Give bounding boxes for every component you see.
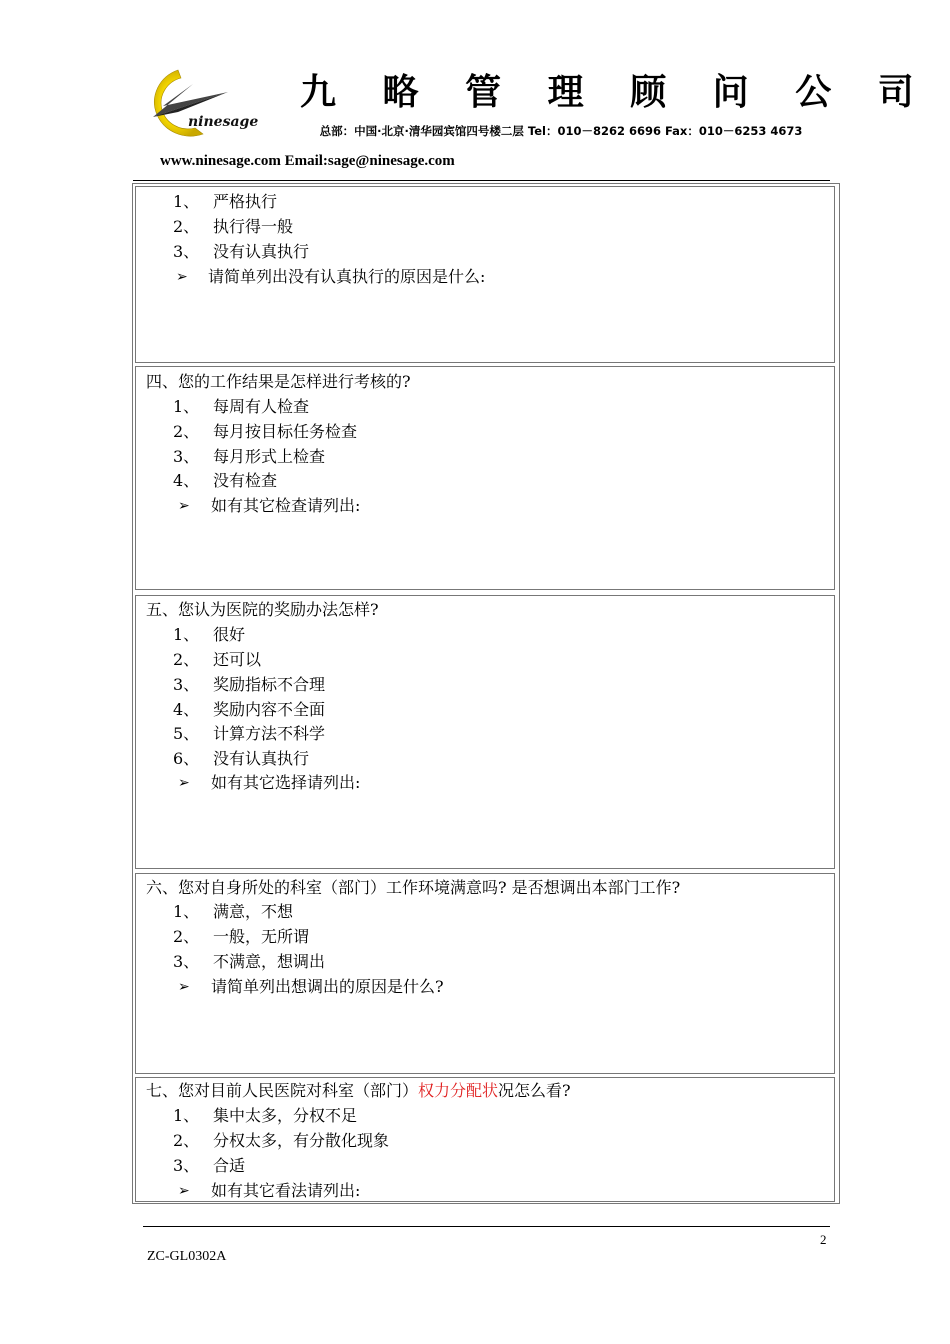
option-text: 很好 (213, 625, 246, 644)
option-text: 不满意，想调出 (213, 952, 326, 971)
note-prompt: 如有其它检查请列出: (211, 496, 361, 515)
highlighted-phrase: 权力分配状 (418, 1081, 499, 1100)
option-number: 4、 (173, 700, 200, 719)
arrow-bullet-icon: ➢ (176, 269, 188, 285)
option-text: 一般，无所谓 (213, 927, 310, 946)
option-number: 4、 (173, 471, 200, 490)
option-number: 3、 (173, 675, 200, 694)
option-number: 3、 (173, 1156, 200, 1175)
option-number: 3、 (173, 952, 200, 971)
survey-section-7 (135, 1077, 835, 1202)
option-text: 分权太多，有分散化现象 (213, 1131, 390, 1150)
question-text: 五、您认为医院的奖励办法怎样? (146, 600, 379, 619)
option-text: 没有认真执行 (213, 749, 310, 768)
option-number: 2、 (173, 217, 200, 236)
option-number: 1、 (173, 192, 200, 211)
option-number: 6、 (173, 749, 200, 768)
option-text: 还可以 (213, 650, 262, 669)
option-text: 集中太多，分权不足 (213, 1106, 358, 1125)
option-number: 1、 (173, 902, 200, 921)
arrow-bullet-icon: ➢ (178, 498, 190, 514)
option-text: 没有检查 (213, 471, 278, 490)
option-number: 2、 (173, 1131, 200, 1150)
option-number: 1、 (173, 625, 200, 644)
option-text: 每月形式上检查 (213, 447, 326, 466)
option-text: 执行得一般 (213, 217, 294, 236)
option-number: 3、 (173, 242, 200, 261)
question-text-start: 七、您对目前人民医院对科室（部门） (146, 1081, 419, 1100)
option-text: 计算方法不科学 (213, 724, 326, 743)
note-prompt: 如有其它选择请列出: (211, 773, 361, 792)
note-prompt: 请简单列出想调出的原因是什么? (211, 977, 444, 996)
survey-section-6 (135, 873, 835, 1074)
note-prompt: 如有其它看法请列出: (211, 1181, 361, 1200)
arrow-bullet-icon: ➢ (178, 979, 190, 995)
company-name: 九 略 管 理 顾 问 公 司 (300, 72, 931, 113)
option-text: 每月按目标任务检查 (213, 422, 358, 441)
question-text: 六、您对自身所处的科室（部门）工作环境满意吗? 是否想调出本部门工作? (146, 878, 681, 897)
option-text: 奖励内容不全面 (213, 700, 326, 719)
logo-text: ninesage (188, 114, 259, 130)
question-text-end: 况怎么看? (498, 1081, 571, 1100)
option-number: 1、 (173, 397, 200, 416)
option-number: 2、 (173, 927, 200, 946)
option-number: 2、 (173, 650, 200, 669)
company-contact: www.ninesage.com Email:sage@ninesage.com (160, 153, 455, 169)
arrow-bullet-icon: ➢ (178, 775, 190, 791)
option-text: 每周有人检查 (213, 397, 310, 416)
option-number: 1、 (173, 1106, 200, 1125)
option-text: 奖励指标不合理 (213, 675, 326, 694)
footer-divider (143, 1226, 830, 1227)
question-text (146, 1081, 571, 1101)
option-text: 严格执行 (213, 192, 278, 211)
option-text: 满意，不想 (213, 902, 294, 921)
option-number: 5、 (173, 724, 200, 743)
header-divider (133, 180, 830, 181)
survey-section-5 (135, 595, 835, 869)
survey-section-4 (135, 366, 835, 590)
page-number: 2 (820, 1232, 827, 1247)
option-number: 3、 (173, 447, 200, 466)
survey-section-3 (135, 186, 835, 363)
document-code: ZC-GL0302A (147, 1249, 227, 1264)
company-address: 总部：中国·北京·清华园宾馆四号楼二层 Tel：010－8262 6696 Fax：010－6253 4673 (319, 124, 803, 138)
option-text: 没有认真执行 (213, 242, 310, 261)
option-text: 合适 (213, 1156, 246, 1175)
option-number: 2、 (173, 422, 200, 441)
company-logo (133, 62, 263, 142)
question-text: 四、您的工作结果是怎样进行考核的? (146, 372, 411, 391)
note-prompt: 请简单列出没有认真执行的原因是什么: (208, 267, 486, 286)
arrow-bullet-icon: ➢ (178, 1183, 190, 1199)
